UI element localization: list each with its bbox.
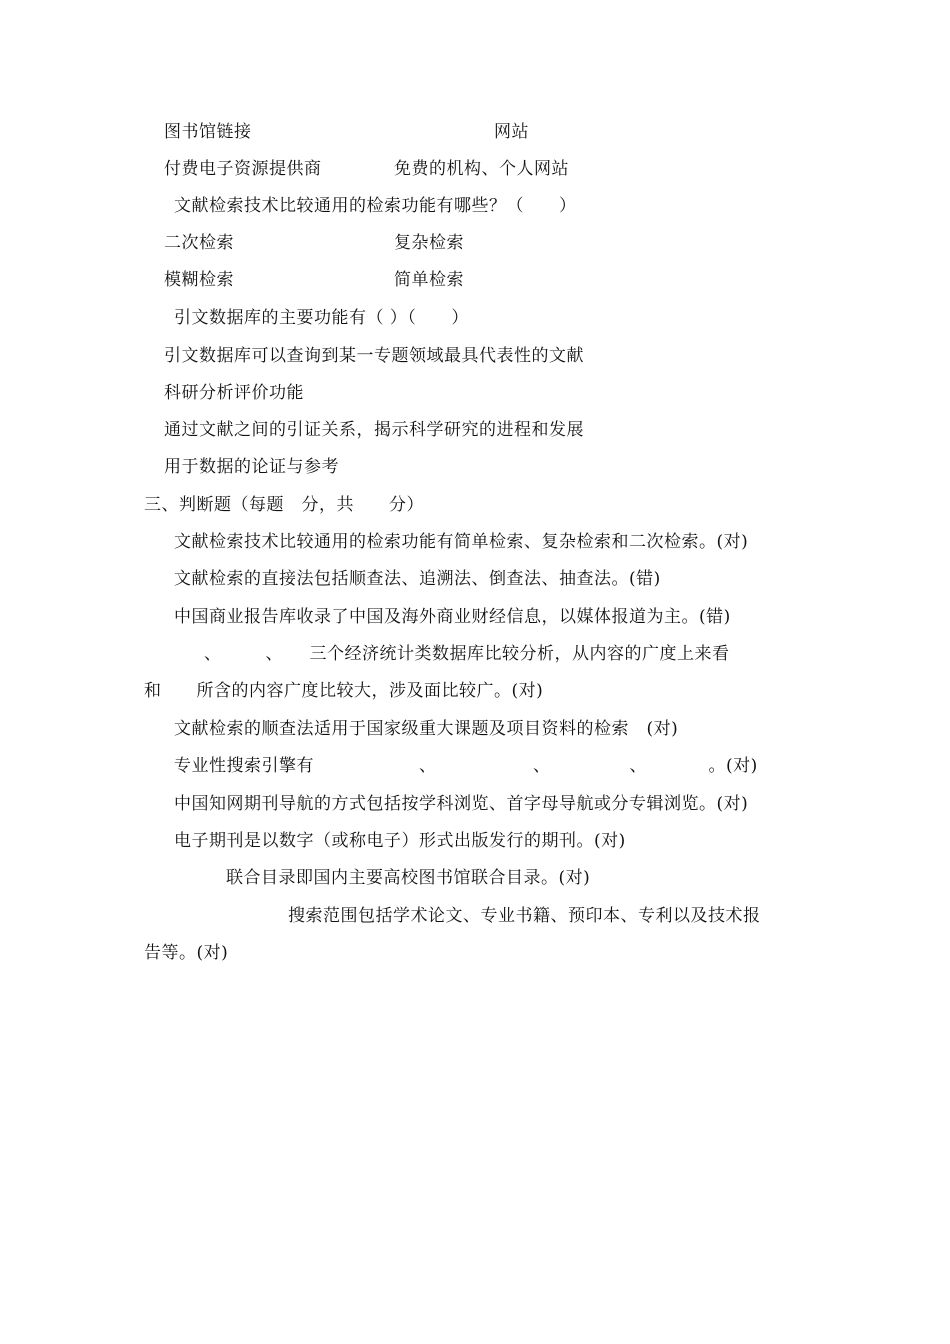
- q3-option-b: 科研分析评价功能: [164, 383, 304, 403]
- judgment-item: 文献检索技术比较通用的检索功能有简单检索、复杂检索和二次检索。(对): [174, 532, 749, 552]
- judgment-item: 联合目录即国内主要高校图书馆联合目录。(对): [226, 868, 591, 888]
- option-b: 网站: [494, 122, 529, 142]
- q3-option-c: 通过文献之间的引证关系，揭示科学研究的进程和发展: [164, 420, 584, 440]
- question-2-text: 文献检索技术比较通用的检索功能有哪些？（ ）: [174, 196, 577, 216]
- judgment-item: 告等。(对): [144, 943, 229, 963]
- section-3-heading: 三、判断题（每题 分，共 分）: [144, 495, 424, 515]
- judgment-item: 文献检索的直接法包括顺查法、追溯法、倒查法、抽查法。(错): [174, 569, 661, 589]
- judgment-item: 中国知网期刊导航的方式包括按学科浏览、首字母导航或分专辑浏览。(对): [174, 794, 749, 814]
- option-d: 免费的机构、个人网站: [394, 159, 569, 179]
- judgment-item: 文献检索的顺查法适用于国家级重大课题及项目资料的检索 (对): [174, 719, 679, 739]
- q3-option-a: 引文数据库可以查询到某一专题领域最具代表性的文献: [164, 346, 584, 366]
- q3-option-d: 用于数据的论证与参考: [164, 457, 339, 477]
- judgment-item: 和 所含的内容广度比较大，涉及面比较广。(对): [144, 681, 544, 701]
- judgment-item: 电子期刊是以数字（或称电子）形式出版发行的期刊。(对): [174, 831, 626, 851]
- option-a: 图书馆链接: [164, 122, 252, 142]
- judgment-item: 专业性搜索引擎有 、 、 、 。(对): [174, 756, 758, 776]
- judgment-item: 搜索范围包括学术论文、专业书籍、预印本、专利以及技术报: [288, 906, 761, 926]
- option-c: 付费电子资源提供商: [164, 159, 322, 179]
- q2-option-b: 复杂检索: [394, 233, 464, 253]
- q2-option-a: 二次检索: [164, 233, 234, 253]
- question-3-text: 引文数据库的主要功能有（ ）（ ）: [174, 308, 469, 328]
- judgment-item: 中国商业报告库收录了中国及海外商业财经信息，以媒体报道为主。(错): [174, 607, 731, 627]
- judgment-item: 、 、 三个经济统计类数据库比较分析，从内容的广度上来看: [204, 644, 730, 664]
- q2-option-d: 简单检索: [394, 270, 464, 290]
- q2-option-c: 模糊检索: [164, 270, 234, 290]
